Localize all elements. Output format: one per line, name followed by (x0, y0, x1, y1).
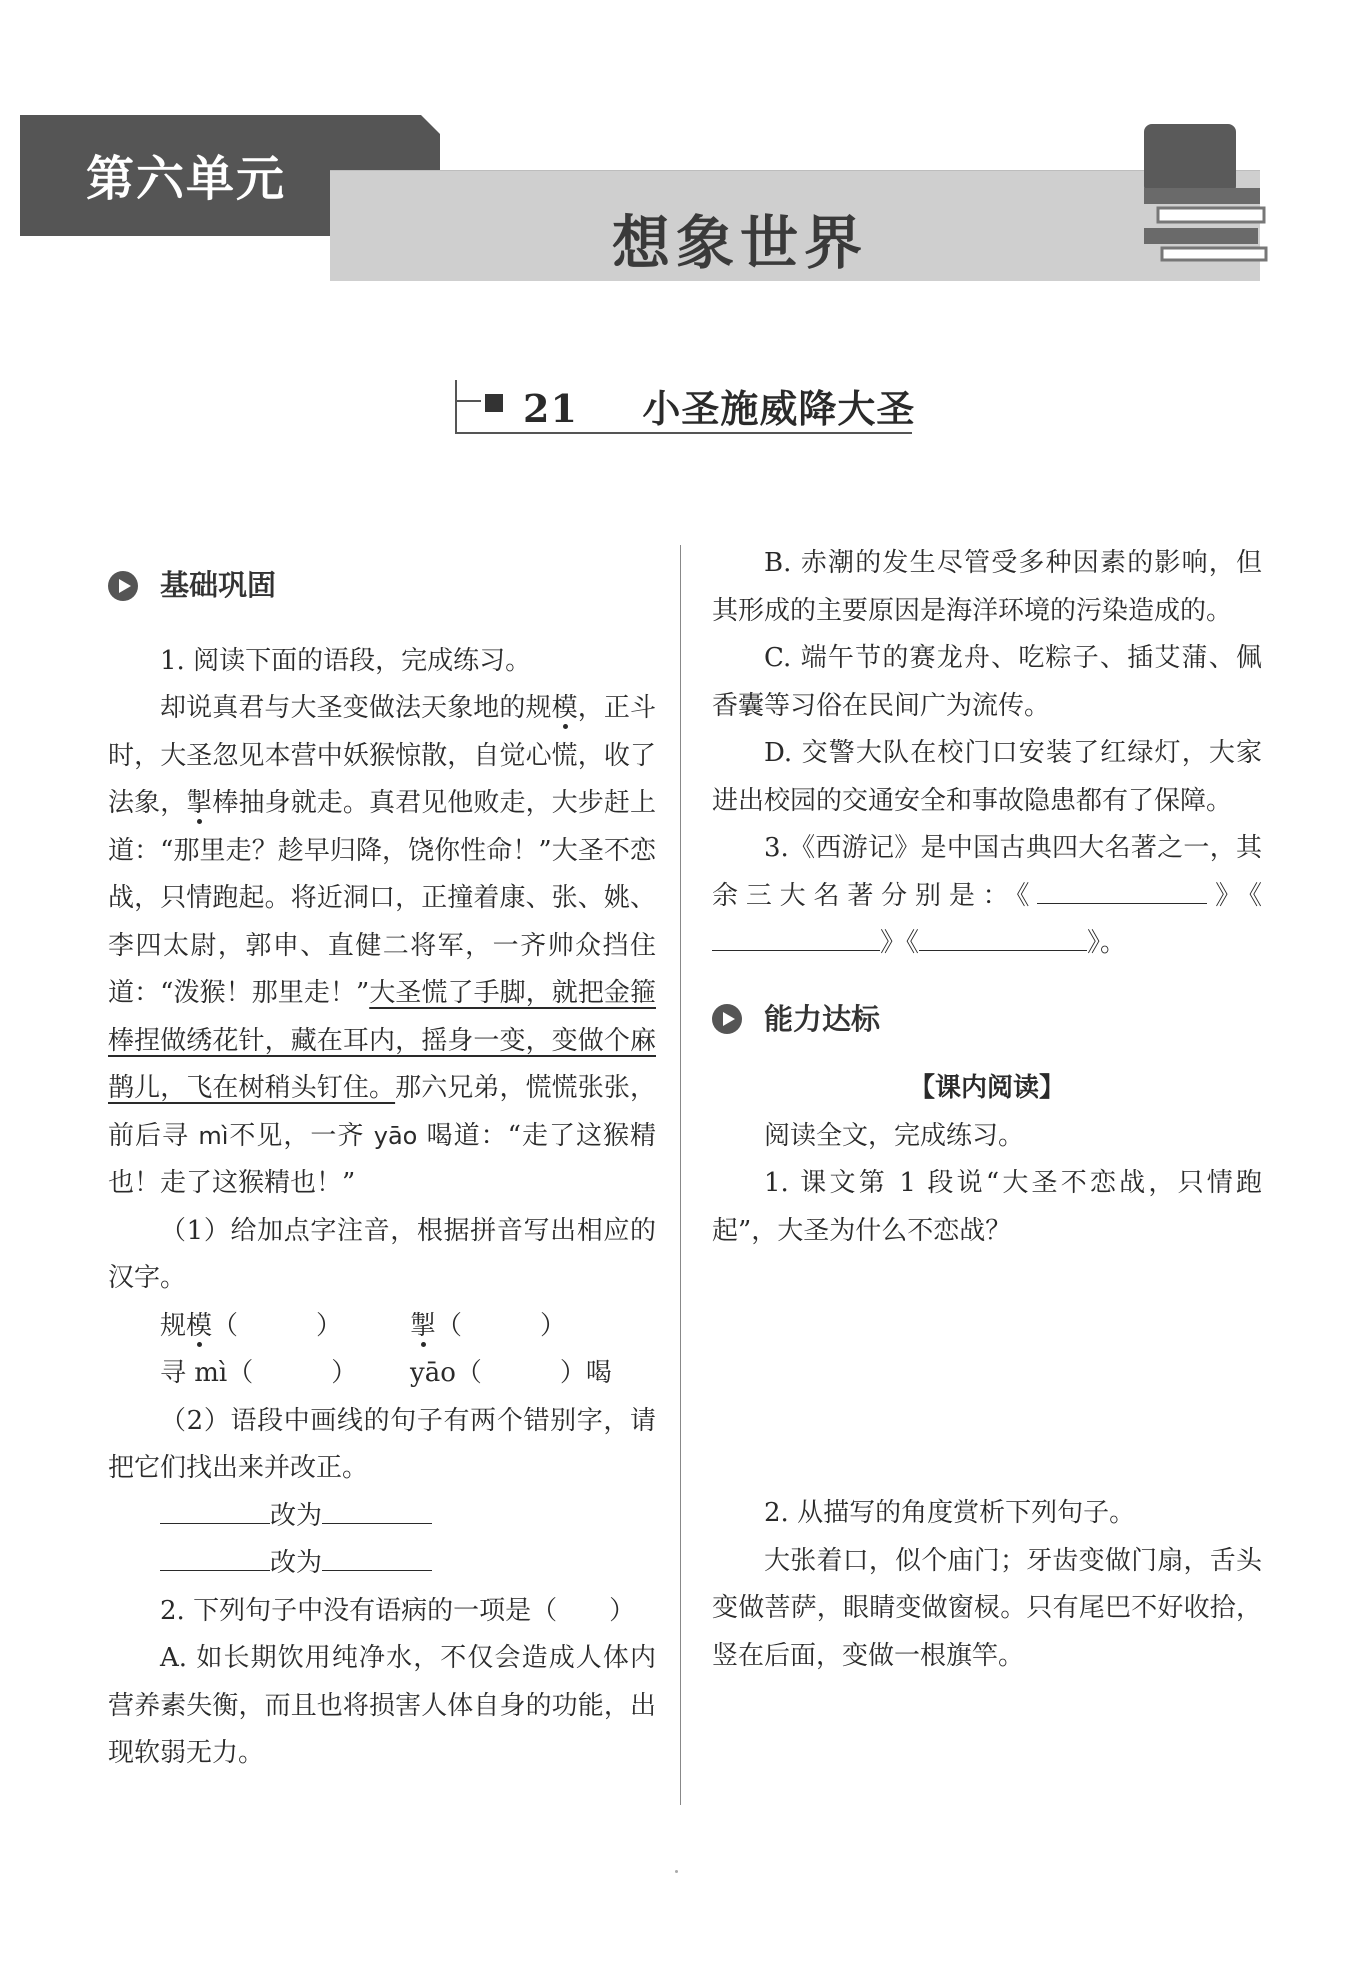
answer-blank[interactable] (160, 1495, 270, 1524)
fill-row-1: 规模（ ） 掣（ ） (160, 1310, 567, 1341)
underlined-sentence: 大圣慌了手脚，就把金箍棒捏做绣花针，藏在耳内，摇身一变，变做个麻鹊儿，飞在树稍头钉住。 (108, 978, 656, 1103)
left-column (108, 540, 656, 1778)
answer-blank[interactable] (712, 922, 880, 951)
right-column (712, 540, 1262, 1680)
books-icon (1140, 118, 1270, 268)
q5: 2. 从描写的角度赏析下列句子。 (764, 1498, 1136, 1528)
play-circle-icon (108, 571, 138, 601)
sub-heading-reading: 【课内阅读】 (908, 1073, 1065, 1103)
lesson-title (455, 380, 916, 434)
q2-option-b: B. 赤潮的发生尽管受多种因素的影响，但其形成的主要原因是海洋环境的污染造成的。 (712, 548, 1262, 626)
section-heading-basics: 基础巩固 (108, 562, 656, 610)
answer-space[interactable] (712, 1255, 1262, 1490)
lesson-name: 小圣施威降大圣 (642, 386, 916, 431)
reading-passage: 却说真君与大圣变做法天象地的规模，正斗时，大圣忽见本营中妖猴惊散，自觉心慌，收了法象，掣棒抽身就走。真君见他败走，大步赶上道：“那里走？趁早归降，饶你性命！”大圣不恋战，只情跑起。将近洞口，正撞着康、张、姚、李四太尉，郭申、直健二将军，一齐帅众挡住道：“泼猴！那里走！”大圣慌了手脚，就把金箍棒捏做绣花针，藏在耳内，摇身一变，变做个麻鹊儿，飞在树稍头钉住。那六兄弟，慌慌张张，前后寻 mì不见，一齐 yāo 喝道：“走了这猴精也！走了这猴精也！” (108, 693, 657, 1198)
section-heading-ability: 能力达标 (712, 996, 1262, 1044)
column-divider (680, 545, 681, 1805)
answer-blank[interactable] (1037, 875, 1207, 904)
reading-prompt: 阅读全文，完成练习。 (764, 1120, 1025, 1151)
answer-blank[interactable] (322, 1542, 432, 1571)
dotted-char: 掣 (186, 788, 213, 818)
unit-title: 想象世界 (612, 209, 869, 277)
q2-prompt: 2. 下列句子中没有语病的一项是（ ） (160, 1595, 636, 1626)
page-mark (675, 1870, 678, 1873)
q2-option-d: D. 交警大队在校门口安装了红绿灯，大家进出校园的交通安全和事故隐患都有了保障。 (712, 738, 1262, 816)
q2-option-a: A. 如长期饮用纯净水，不仅会造成人体内营养素失衡，而且也将损害人体自身的功能，出现软弱无力。 (108, 1643, 656, 1768)
answer-blank[interactable] (322, 1495, 432, 1524)
q4: 1. 课文第 1 段说“大圣不恋战，只情跑起”，大圣为什么不恋战？ (712, 1168, 1262, 1246)
lesson-number: 21 (523, 386, 578, 431)
correction-row-2: 改为 (108, 1540, 656, 1588)
answer-blank[interactable] (160, 1542, 270, 1571)
dotted-char: 模 (551, 693, 578, 723)
q5-quote: 大张着口，似个庙门；牙齿变做门扇，舌头变做菩萨，眼睛变做窗棂。只有尾巴不好收拾，竖在后面，变做一根旗竿。 (712, 1545, 1262, 1671)
fill-row-2: 寻 mì（ ） yāo（ ）喝 (160, 1358, 612, 1388)
unit-label: 第六单元 (86, 151, 287, 207)
play-circle-icon (712, 1004, 742, 1034)
q3: 3.《西游记》是中国古典四大名著之一，其余三大名著分别是：《 》《》《 》。 (712, 833, 1262, 958)
square-bullet-icon (485, 394, 503, 412)
q1-sub2: （2）语段中画线的句子有两个错别字，请把它们找出来并改正。 (108, 1405, 656, 1483)
q1-prompt: 1. 阅读下面的语段，完成练习。 (160, 645, 532, 676)
q1-sub1: （1）给加点字注音，根据拼音写出相应的汉字。 (108, 1215, 656, 1293)
q2-option-c: C. 端午节的赛龙舟、吃粽子、插艾蒲、佩香囊等习俗在民间广为流传。 (712, 643, 1262, 721)
answer-blank[interactable] (919, 922, 1087, 951)
correction-row-1: 改为 (108, 1493, 656, 1541)
